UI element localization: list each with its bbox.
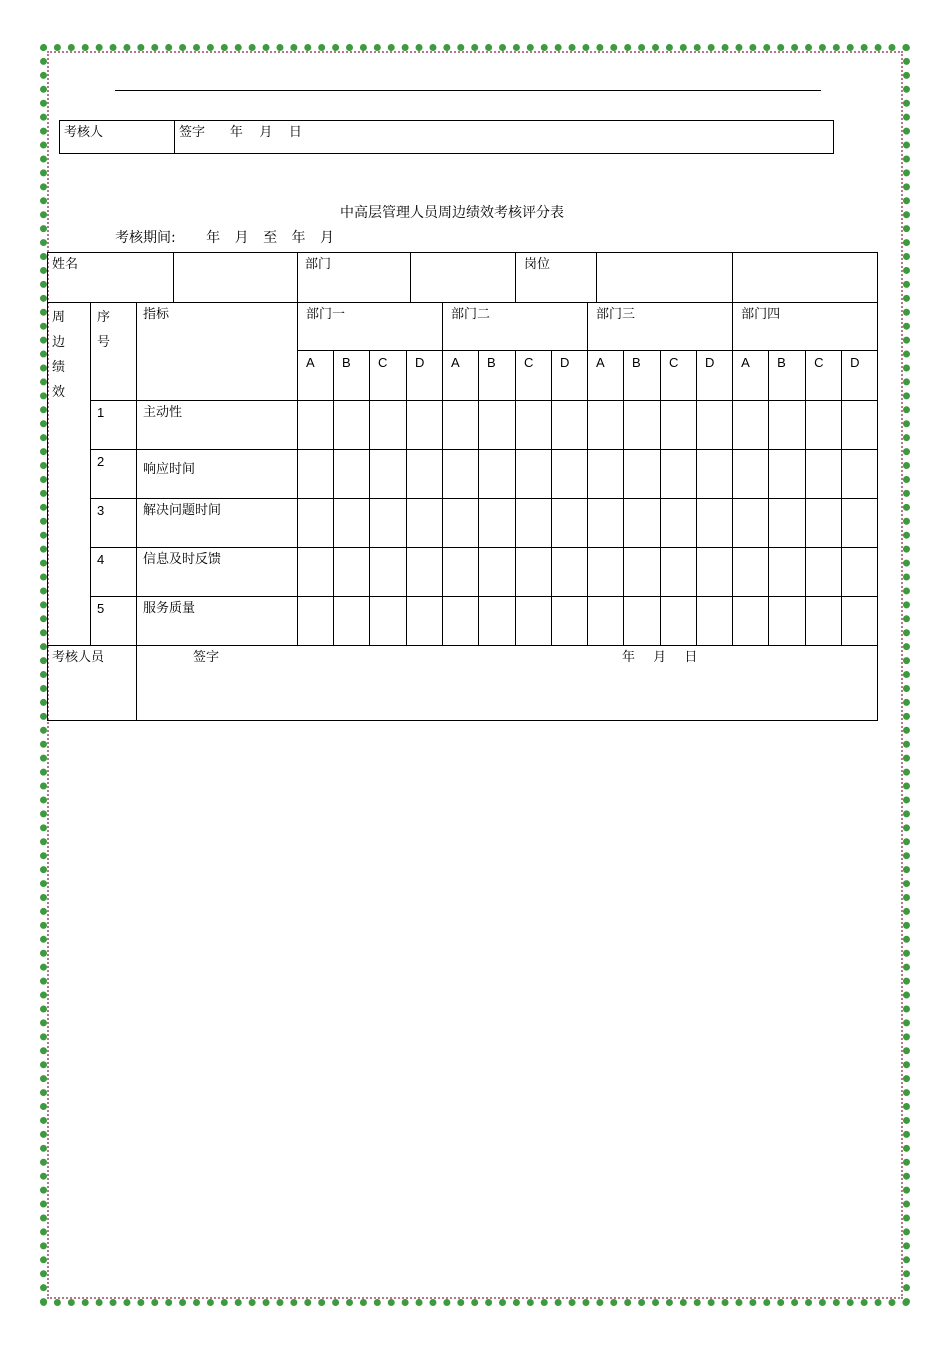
score-cell[interactable] xyxy=(661,450,697,499)
footer-month: 月 xyxy=(653,650,667,665)
score-cell[interactable] xyxy=(842,450,878,499)
category-cell xyxy=(48,303,91,646)
table-row xyxy=(48,450,878,499)
score-cell[interactable] xyxy=(806,450,842,499)
score-cell[interactable] xyxy=(806,548,842,597)
period-part: 至 xyxy=(263,230,278,246)
score-cell[interactable] xyxy=(552,597,588,646)
dept-header: 部门二 xyxy=(443,303,588,351)
grade-header: C xyxy=(516,351,552,401)
month-label: 月 xyxy=(259,125,273,140)
grade-header: B xyxy=(624,351,661,401)
score-cell[interactable] xyxy=(624,548,661,597)
grade-header: D xyxy=(552,351,588,401)
score-cell[interactable] xyxy=(624,499,661,548)
seq-cell: 3 xyxy=(91,499,137,548)
info-row xyxy=(48,253,878,303)
dept-field[interactable] xyxy=(410,253,515,302)
grade-header: A xyxy=(298,351,334,401)
extra-field[interactable] xyxy=(733,253,878,303)
score-cell[interactable] xyxy=(552,499,588,548)
table-row xyxy=(48,499,878,548)
score-cell[interactable] xyxy=(407,450,443,499)
score-cell[interactable] xyxy=(370,597,407,646)
score-cell[interactable] xyxy=(370,450,407,499)
score-cell[interactable] xyxy=(298,548,334,597)
score-cell[interactable] xyxy=(334,450,370,499)
name-field[interactable] xyxy=(173,253,297,302)
score-cell[interactable] xyxy=(298,401,334,450)
score-cell[interactable] xyxy=(806,597,842,646)
department-header-row xyxy=(48,303,878,351)
position-label: 岗位 xyxy=(516,253,596,302)
score-cell[interactable] xyxy=(516,499,552,548)
score-cell[interactable] xyxy=(806,401,842,450)
period-label: 考核期间: xyxy=(115,230,176,246)
indicator-cell: 响应时间 xyxy=(137,450,298,499)
score-cell[interactable] xyxy=(769,450,806,499)
grade-header: A xyxy=(443,351,479,401)
sign-label: 签字 xyxy=(179,125,206,140)
score-cell[interactable] xyxy=(516,401,552,450)
seq-header: 序 号 xyxy=(91,303,137,401)
score-cell[interactable] xyxy=(334,597,370,646)
score-cell[interactable] xyxy=(443,499,479,548)
indicator-cell: 解决问题时间 xyxy=(137,499,298,548)
score-cell[interactable] xyxy=(588,401,624,450)
score-cell[interactable] xyxy=(516,597,552,646)
score-cell[interactable] xyxy=(334,401,370,450)
score-cell[interactable] xyxy=(298,499,334,548)
signature-cell[interactable] xyxy=(175,121,834,154)
score-cell[interactable] xyxy=(479,401,516,450)
footer-sign-label: 签字 xyxy=(193,650,220,665)
grade-header: D xyxy=(842,351,878,401)
score-cell[interactable] xyxy=(370,401,407,450)
seq-cell: 5 xyxy=(91,597,137,646)
score-cell[interactable] xyxy=(443,401,479,450)
dept-label: 部门 xyxy=(298,253,410,302)
score-cell[interactable] xyxy=(697,499,733,548)
grade-header: A xyxy=(733,351,769,401)
score-cell[interactable] xyxy=(697,548,733,597)
score-cell[interactable] xyxy=(588,597,624,646)
indicator-cell: 主动性 xyxy=(137,401,298,450)
seq-cell: 4 xyxy=(91,548,137,597)
position-field[interactable] xyxy=(596,253,732,302)
category-char: 周 xyxy=(52,310,66,325)
score-cell[interactable] xyxy=(443,450,479,499)
score-cell[interactable] xyxy=(479,597,516,646)
period-part: 年 xyxy=(206,230,221,246)
footer-signature-cell[interactable] xyxy=(137,646,878,721)
score-cell[interactable] xyxy=(370,548,407,597)
score-cell[interactable] xyxy=(624,450,661,499)
score-cell[interactable] xyxy=(697,597,733,646)
score-cell[interactable] xyxy=(407,401,443,450)
reviewer-label: 考核人 xyxy=(60,121,175,154)
score-cell[interactable] xyxy=(407,597,443,646)
top-rule xyxy=(115,90,821,91)
score-cell[interactable] xyxy=(552,548,588,597)
score-cell[interactable] xyxy=(334,499,370,548)
score-cell[interactable] xyxy=(661,597,697,646)
score-cell[interactable] xyxy=(769,401,806,450)
score-cell[interactable] xyxy=(769,499,806,548)
score-cell[interactable] xyxy=(479,450,516,499)
score-cell[interactable] xyxy=(516,450,552,499)
score-cell[interactable] xyxy=(661,401,697,450)
page-title: 中高层管理人员周边绩效考核评分表 xyxy=(340,205,564,221)
score-cell[interactable] xyxy=(733,597,769,646)
footer-year: 年 xyxy=(622,650,636,665)
indicator-cell: 服务质量 xyxy=(137,597,298,646)
seq-cell: 2 xyxy=(91,450,137,499)
score-cell[interactable] xyxy=(733,450,769,499)
dept-header: 部门三 xyxy=(588,303,733,351)
score-cell[interactable] xyxy=(407,499,443,548)
score-cell[interactable] xyxy=(407,548,443,597)
evaluation-table xyxy=(47,252,878,721)
score-cell[interactable] xyxy=(479,499,516,548)
score-cell[interactable] xyxy=(661,499,697,548)
score-cell[interactable] xyxy=(661,548,697,597)
score-cell[interactable] xyxy=(334,548,370,597)
table-row xyxy=(48,548,878,597)
score-cell[interactable] xyxy=(842,548,878,597)
signature-table xyxy=(59,120,834,154)
table-row xyxy=(48,597,878,646)
grade-header: C xyxy=(370,351,407,401)
grade-header: D xyxy=(697,351,733,401)
score-cell[interactable] xyxy=(842,499,878,548)
score-cell[interactable] xyxy=(842,597,878,646)
score-cell[interactable] xyxy=(516,548,552,597)
score-cell[interactable] xyxy=(588,548,624,597)
grade-header: B xyxy=(479,351,516,401)
score-cell[interactable] xyxy=(733,401,769,450)
score-cell[interactable] xyxy=(806,499,842,548)
grade-header: B xyxy=(334,351,370,401)
score-cell[interactable] xyxy=(697,401,733,450)
period-part: 月 xyxy=(234,230,249,246)
grade-header: C xyxy=(806,351,842,401)
score-cell[interactable] xyxy=(588,499,624,548)
footer-reviewer-label: 考核人员 xyxy=(48,646,137,721)
category-char: 效 xyxy=(52,385,66,400)
review-period xyxy=(115,227,344,247)
score-cell[interactable] xyxy=(697,450,733,499)
name-label: 姓名 xyxy=(48,253,173,302)
period-part: 年 xyxy=(291,230,306,246)
score-cell[interactable] xyxy=(733,499,769,548)
score-cell[interactable] xyxy=(624,597,661,646)
indicator-header: 指标 xyxy=(137,303,298,401)
grade-header: B xyxy=(769,351,806,401)
score-cell[interactable] xyxy=(298,450,334,499)
day-label: 日 xyxy=(288,125,302,140)
score-cell[interactable] xyxy=(624,401,661,450)
score-cell[interactable] xyxy=(298,597,334,646)
score-cell[interactable] xyxy=(733,548,769,597)
score-cell[interactable] xyxy=(443,597,479,646)
seq-cell: 1 xyxy=(91,401,137,450)
dept-header: 部门一 xyxy=(298,303,443,351)
footer-date xyxy=(622,648,711,668)
dept-header: 部门四 xyxy=(733,303,878,351)
score-cell[interactable] xyxy=(769,597,806,646)
grade-header: D xyxy=(407,351,443,401)
score-cell[interactable] xyxy=(769,548,806,597)
table-row xyxy=(48,401,878,450)
indicator-cell: 信息及时反馈 xyxy=(137,548,298,597)
grade-header: A xyxy=(588,351,624,401)
score-cell[interactable] xyxy=(842,401,878,450)
score-cell[interactable] xyxy=(552,401,588,450)
category-char: 边 xyxy=(52,335,66,350)
score-cell[interactable] xyxy=(370,499,407,548)
year-label: 年 xyxy=(229,125,243,140)
category-char: 绩 xyxy=(52,360,66,375)
footer-row xyxy=(48,646,878,721)
grade-header: C xyxy=(661,351,697,401)
period-part: 月 xyxy=(319,230,334,246)
score-cell[interactable] xyxy=(479,548,516,597)
footer-day: 日 xyxy=(684,650,698,665)
score-cell[interactable] xyxy=(552,450,588,499)
score-cell[interactable] xyxy=(443,548,479,597)
score-cell[interactable] xyxy=(588,450,624,499)
